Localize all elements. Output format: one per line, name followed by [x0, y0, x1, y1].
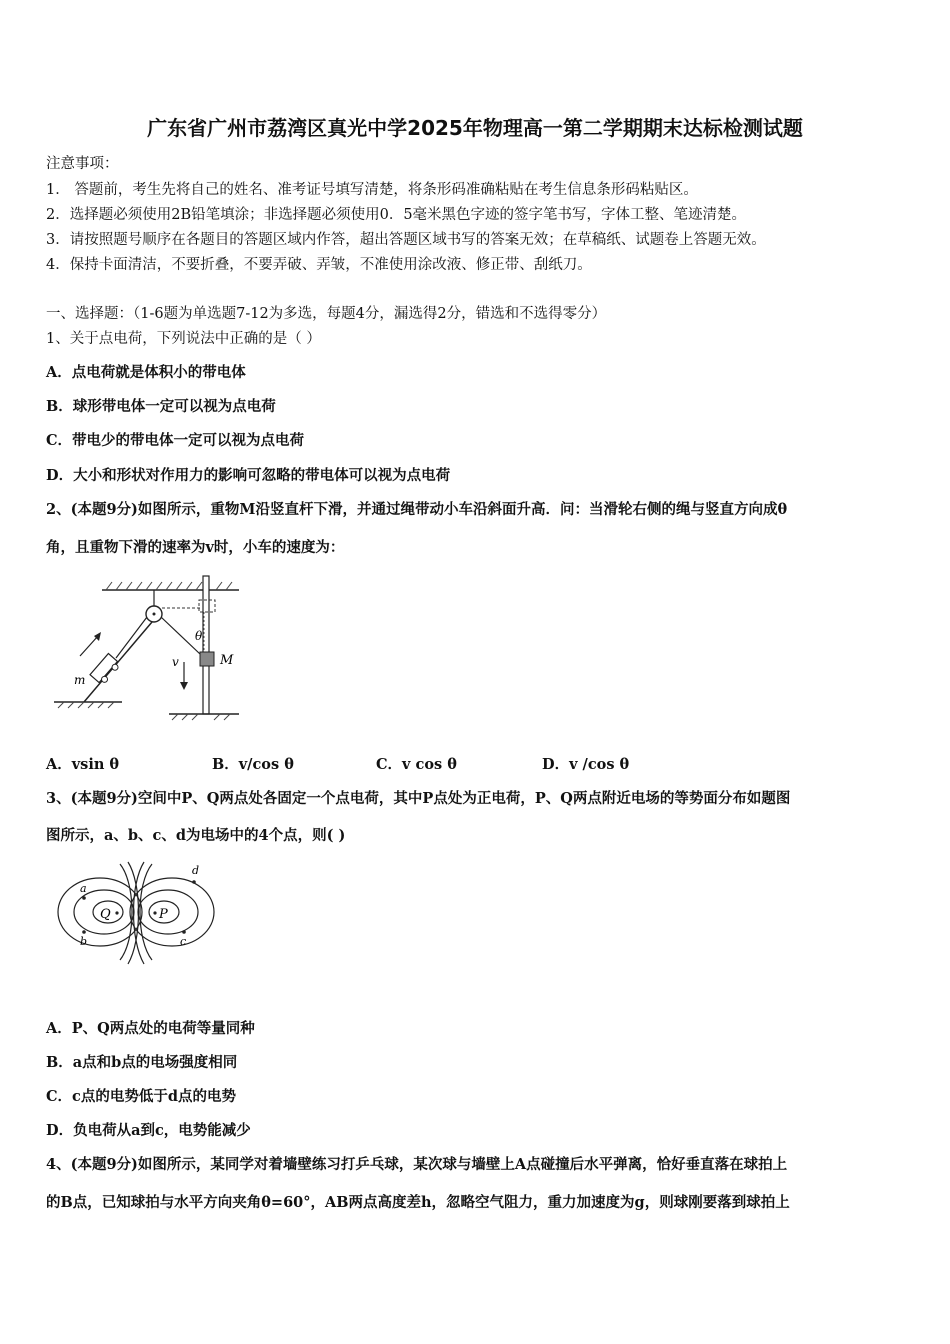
notice-heading: 注意事项：	[46, 156, 119, 172]
q2-options	[46, 753, 629, 774]
q2-option-c: C．v cos θ	[376, 756, 457, 773]
velocity-label: v	[172, 655, 179, 669]
notice-item: 1． 答题前，考生先将自己的姓名、准考证号填写清楚，将条形码准确粘贴在考生信息条形码粘贴区。	[46, 182, 698, 198]
question-3-stem: 3、(本题9分)空间中P、Q两点处各固定一个点电荷，其中P点处为正电荷，P、Q两点附近电场的等势面分布如题图	[46, 790, 791, 807]
question-2-stem: 2、(本题9分)如图所示，重物M沿竖直杆下滑，并通过绳带动小车沿斜面升高．问：当滑轮右侧的绳与竖直方向成θ	[46, 501, 788, 518]
question-2-stem-cont: 角，且重物下滑的速率为v时，小车的速度为：	[46, 539, 345, 556]
notice-item: 3．请按照题号顺序在各题目的答题区域内作答，超出答题区域书写的答案无效；在草稿纸、试题卷上答题无效。	[46, 232, 766, 248]
point-c-label: c	[180, 935, 187, 948]
equipotential-figure	[56, 860, 216, 970]
q2-option-b: B．v/cos θ	[212, 756, 294, 773]
question-4-stem: 4、(本题9分)如图所示，某同学对着墙壁练习打乒乓球，某次球与墙壁上A点碰撞后水平弹离，恰好垂直落在球拍上	[46, 1156, 788, 1173]
notice-item: 4．保持卡面清洁，不要折叠，不要弄破、弄皱，不准使用涂改液、修正带、刮纸刀。	[46, 257, 592, 273]
point-a-label: a	[80, 882, 87, 895]
q3-option-d: D．负电荷从a到c，电势能减少	[46, 1122, 251, 1139]
charge-P-label: P	[159, 907, 168, 922]
q1-option-c: C．带电少的带电体一定可以视为点电荷	[46, 432, 305, 449]
q1-option-b: B．球形带电体一定可以视为点电荷	[46, 398, 276, 415]
pulley-figure	[44, 562, 244, 722]
q3-option-c: C．c点的电势低于d点的电势	[46, 1088, 237, 1105]
question-4-stem-cont: 的B点，已知球拍与水平方向夹角θ=60°，AB两点高度差h，忽略空气阻力，重力加速度为g，则球刚要落到球拍上	[46, 1194, 790, 1211]
q3-option-a: A．P、Q两点处的电荷等量同种	[46, 1020, 255, 1037]
theta-label: θ	[195, 629, 203, 643]
q1-option-d: D．大小和形状对作用力的影响可忽略的带电体可以视为点电荷	[46, 467, 451, 484]
q2-option-a: A．vsin θ	[46, 756, 120, 773]
charge-Q-label: Q	[100, 907, 111, 922]
point-b-label: b	[80, 935, 88, 948]
section-heading: 一、选择题：（1-6题为单选题7-12为多选，每题4分，漏选得2分，错选和不选得零分）	[46, 306, 607, 322]
mass-M-label: M	[220, 653, 234, 668]
question-1-stem: 1、关于点电荷，下列说法中正确的是（ ）	[46, 331, 321, 347]
page-title: 广东省广州市荔湾区真光中学2025年物理高一第二学期期末达标检测试题	[147, 116, 803, 140]
mass-m-label: m	[74, 673, 86, 687]
notice-item: 2．选择题必须使用2B铅笔填涂；非选择题必须使用0．5毫米黑色字迹的签字笔书写，字体工整、笔迹清楚。	[46, 207, 747, 223]
q2-option-d: D．v /cos θ	[542, 756, 630, 773]
q1-option-a: A．点电荷就是体积小的带电体	[46, 364, 246, 381]
question-3-stem-cont: 图所示，a、b、c、d为电场中的4个点，则( )	[46, 827, 346, 844]
q3-option-b: B．a点和b点的电场强度相同	[46, 1054, 238, 1071]
point-d-label: d	[192, 864, 200, 877]
